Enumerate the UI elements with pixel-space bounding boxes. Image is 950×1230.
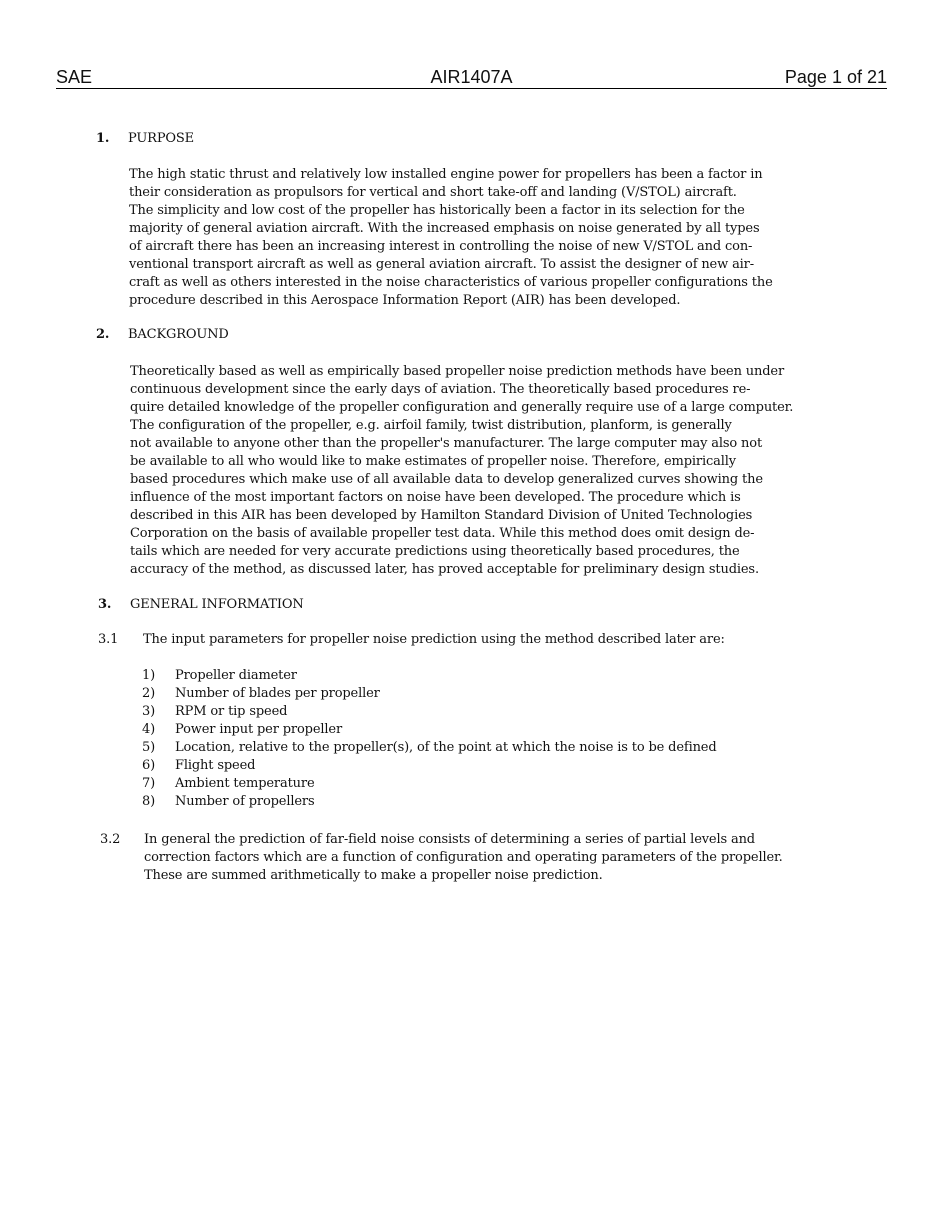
section-title: BACKGROUND [128,327,229,342]
section-3-heading [98,596,304,614]
section-2-paragraph [130,363,870,579]
section-title: GENERAL INFORMATION [130,597,304,612]
text-line: of aircraft there has been an increasing interest in controlling the noise of new V/STOL and con- [129,239,753,254]
text-line: correction factors which are a function of configuration and operating parameters of the propeller. [144,850,783,865]
section-number: 2. [96,327,110,342]
text-line: their consideration as propulsors for vertical and short take-off and landing (V/STOL) aircraft. [129,185,737,200]
header-organization: SAE [56,67,93,87]
list-item: 4) Power input per propeller [142,722,343,737]
section-number: 3. [98,597,112,612]
list-item: 6) Flight speed [142,758,256,773]
text-line: be available to all who would like to make estimates of propeller noise. Therefore, empirically [130,454,736,469]
text-line: These are summed arithmetically to make a propeller noise prediction. [144,868,603,883]
section-title: PURPOSE [128,131,195,146]
text-line: procedure described in this Aerospace Information Report (AIR) has been developed. [129,293,681,308]
section-number: 1. [96,131,110,146]
text-line: craft as well as others interested in the noise characteristics of various propeller configurations the [129,275,773,290]
text-line: Theoretically based as well as empirically based propeller noise prediction methods have been under [130,364,785,379]
list-item: 2) Number of blades per propeller [142,686,380,701]
header-page-number: Page 1 of 21 [784,67,887,87]
list-item: 1) Propeller diameter [142,668,297,683]
text-line: majority of general aviation aircraft. With the increased emphasis on noise generated by all types [129,221,760,236]
list-item: 5) Location, relative to the propeller(s), of the point at which the noise is to be defined [142,740,717,755]
page-header [56,66,887,89]
list-item: 7) Ambient temperature [142,776,315,791]
header-document-number: AIR1407A [430,67,513,87]
text-line: not available to anyone other than the propeller's manufacturer. The large computer may also not [130,436,763,451]
subsection-3-2-paragraph [144,831,884,885]
text-line: The simplicity and low cost of the propeller has historically been a factor in its selection for the [129,203,745,218]
text-line: tails which are needed for very accurate predictions using theoretically based procedures, the [130,544,740,559]
text-line: influence of the most important factors on noise have been developed. The procedure which is [130,490,741,505]
section-1-paragraph [129,166,869,310]
input-parameters-list [142,667,717,811]
text-line: based procedures which make use of all available data to develop generalized curves showing the [130,472,763,487]
section-1-heading [96,130,194,148]
text-line: ventional transport aircraft as well as general aviation aircraft. To assist the designer of new air- [129,257,754,272]
text-line: The configuration of the propeller, e.g. airfoil family, twist distribution, planform, is generally [130,418,732,433]
text-line: quire detailed knowledge of the propeller configuration and generally require use of a large computer. [130,400,794,415]
text-line: The high static thrust and relatively low installed engine power for propellers has been a factor in [129,167,763,182]
list-item: 8) Number of propellers [142,794,315,809]
text-line: Corporation on the basis of available propeller test data. While this method does omit design de- [130,526,755,541]
subsection-3-1-text: The input parameters for propeller noise prediction using the method described later are: [143,632,725,647]
text-line: accuracy of the method, as discussed later, has proved acceptable for preliminary design studies. [130,562,759,577]
list-item: 3) RPM or tip speed [142,704,288,719]
text-line: continuous development since the early days of aviation. The theoretically based procedures re- [130,382,751,397]
section-2-heading [96,326,229,344]
text-line: In general the prediction of far-field noise consists of determining a series of partial levels and [144,832,755,847]
text-line: described in this AIR has been developed by Hamilton Standard Division of United Technologies [130,508,753,523]
